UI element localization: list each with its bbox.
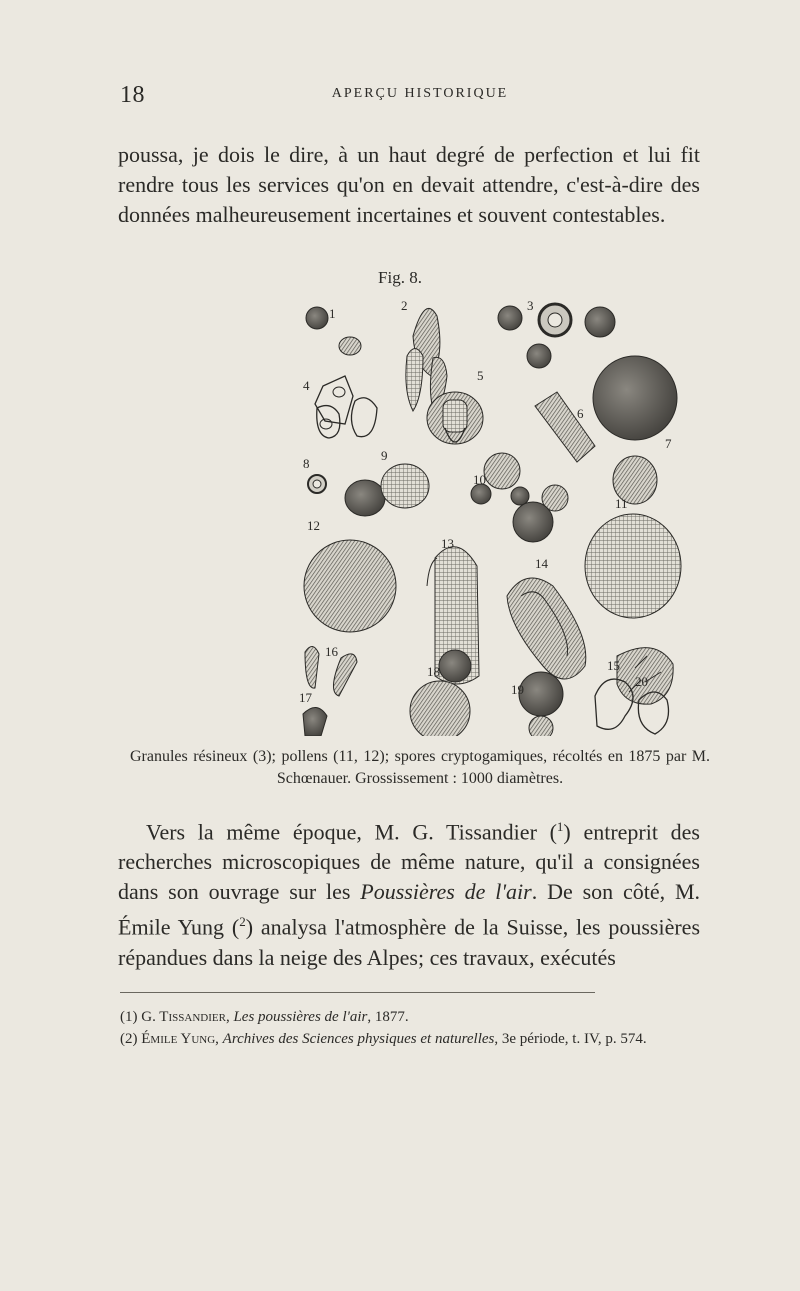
figure-label-9: 9 <box>381 448 388 463</box>
running-head-title: APERÇU HISTORIQUE <box>331 86 509 101</box>
footnote-1-mark: (1) <box>120 1009 138 1025</box>
figure-label-3: 3 <box>527 298 534 313</box>
particle-6 <box>535 392 595 462</box>
paragraph-main-text-1: Vers la même époque, M. G. Tissandier ( <box>146 819 557 845</box>
footnote-1-rest: , 1877. <box>367 1009 409 1025</box>
particle-7 <box>593 356 677 504</box>
figure-label-15: 15 <box>607 658 620 673</box>
figure-label-17: 17 <box>299 690 312 705</box>
figure-label-6: 6 <box>577 406 584 421</box>
book-title: Poussières de l'air <box>360 879 532 905</box>
particle-8 <box>308 475 326 493</box>
particle-19 <box>519 672 563 736</box>
figure-plate-particles <box>295 296 695 736</box>
particle-9 <box>345 464 429 516</box>
figure-label-5: 5 <box>477 368 484 383</box>
particle-17 <box>303 707 327 736</box>
footnote-1: (1) G. Tissandier, Les poussières de l'air, 1877. <box>120 1009 409 1025</box>
figure-label-20: 20 <box>635 674 648 689</box>
figure-label-1: 1 <box>329 306 336 321</box>
paragraph-main-text-3: . De son côté, M. Émile Yung ( <box>118 879 701 940</box>
particle-18 <box>410 650 471 736</box>
footnote-1-title: Les poussières de l'air <box>233 1009 368 1025</box>
footnote-2-mark: (2) <box>120 1031 138 1047</box>
paragraph-main-text-4: ) analysa l'atmosphère de la Suisse, les poussières répandues dans la neige des Alpes; ces travaux, exécutés <box>118 914 701 970</box>
footnote-ref-1: 1 <box>556 819 564 834</box>
figure-title: Fig. 8. <box>378 268 422 287</box>
footnote-ref-2: 2 <box>239 914 246 930</box>
figure-label-2: 2 <box>401 298 408 313</box>
figure-label-7: 7 <box>665 436 672 451</box>
particle-11 <box>585 514 681 618</box>
paragraph-main <box>118 812 700 973</box>
figure-label-14: 14 <box>535 556 548 571</box>
footnote-2-title: Archives des Sciences physiques et naturelles <box>222 1031 495 1047</box>
figure-label-12: 12 <box>307 518 320 533</box>
figure-label-13: 13 <box>441 536 454 551</box>
footnote-1-author: G. Tissandier <box>141 1009 226 1025</box>
footnote-2: (2) Émile Yung, Archives des Sciences physiques et naturelles, 3e période, t. IV, p. 574. <box>120 1031 647 1047</box>
particle-3 <box>498 304 615 368</box>
running-head <box>120 82 720 112</box>
figure-label-19: 19 <box>511 682 524 697</box>
footnote-2-author: Émile Yung <box>141 1031 216 1047</box>
paragraph-top: poussa, je dois le dire, à un haut degré de perfection et lui fit rendre tous les services qu'on en devait attendre, c'est-à-dire des données malheureusement incertaines et souvent contestables. <box>118 142 700 227</box>
particle-14 <box>507 578 586 679</box>
particle-4 <box>315 376 377 438</box>
figure-label-4: 4 <box>303 378 310 393</box>
page-number: 18 <box>120 82 145 108</box>
footnote-2-rest: , 3e période, t. IV, p. 574. <box>494 1031 647 1047</box>
figure-label-8: 8 <box>303 456 310 471</box>
figure-label-18: 18 <box>427 664 440 679</box>
figure-label-11: 11 <box>615 496 628 511</box>
paragraph-main-text-2: ) entreprit des recherches microscopiques de même nature, qu'il a consignées dans son ouvrage sur les <box>118 819 700 905</box>
particle-5 <box>427 392 483 444</box>
particle-10 <box>471 453 568 542</box>
figure-label-10: 10 <box>473 472 486 487</box>
figure-label-16: 16 <box>325 644 338 659</box>
particle-12 <box>304 540 396 632</box>
footnote-divider <box>120 992 595 993</box>
footnotes <box>120 1006 700 1050</box>
figure-caption: Granules résineux (3); pollens (11, 12); spores cryptogamiques, récoltés en 1875 par M. Schœnauer. Grossissement : 1000 diamètres. <box>130 748 710 787</box>
